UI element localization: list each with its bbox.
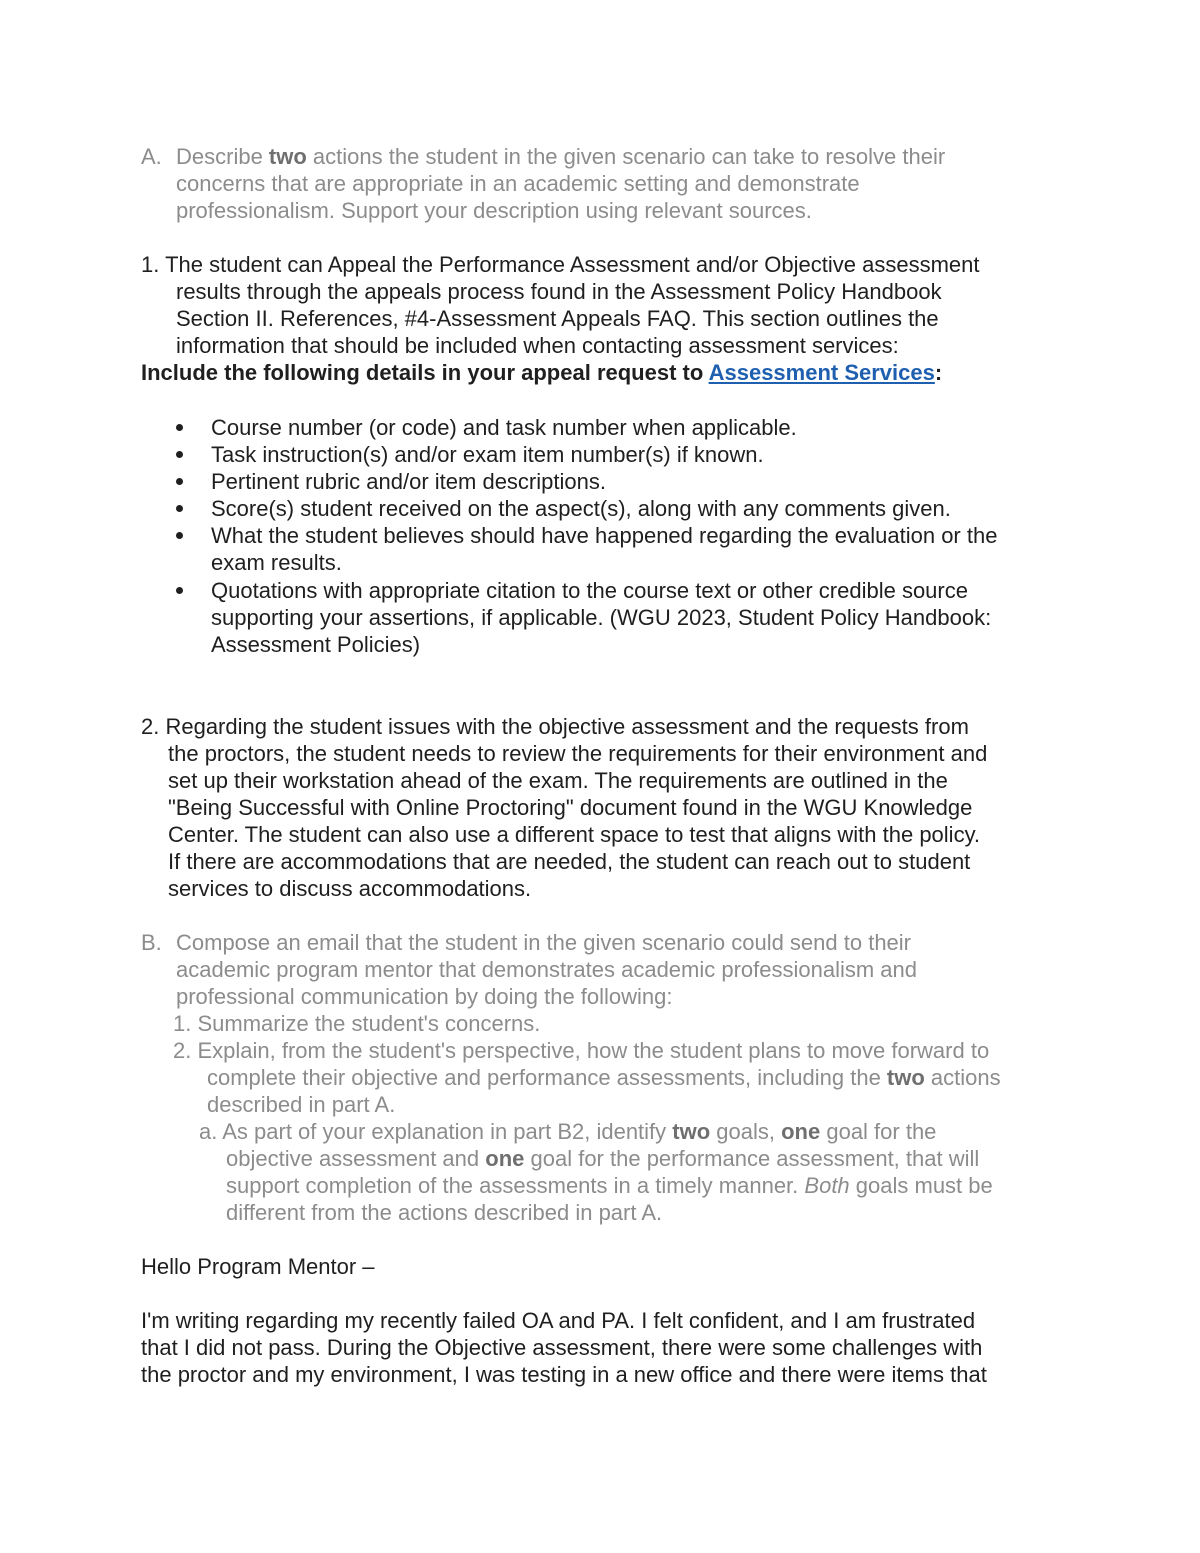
part-b-marker: B.: [141, 930, 162, 955]
answer-2-line-3: set up their workstation ahead of the exam. The requirements are outlined in the: [168, 768, 948, 793]
part-a-line-1: Describe two actions the student in the given scenario can take to resolve their: [176, 144, 946, 169]
bullet-item-6-line-3: Assessment Policies): [211, 632, 421, 657]
part-b-item-1: 1. Summarize the student's concerns.: [173, 1011, 541, 1036]
part-a-marker: A.: [141, 144, 162, 169]
bullet-item-6-line-1: Quotations with appropriate citation to the course text or other credible source: [211, 578, 968, 603]
email-body-line-3: the proctor and my environment, I was testing in a new office and there were items that: [141, 1362, 987, 1387]
answer-2-line-4: "Being Successful with Online Proctoring" document found in the WGU Knowledge: [168, 795, 973, 820]
email-body-line-1: I'm writing regarding my recently failed OA and PA. I felt confident, and I am frustrated: [141, 1308, 976, 1333]
part-a-line-2: concerns that are appropriate in an academic setting and demonstrate: [176, 171, 860, 196]
bullet-icon: [176, 478, 183, 485]
answer-2-line-2: the proctors, the student needs to review the requirements for their environment and: [168, 741, 988, 766]
bullet-item-4: Score(s) student received on the aspect(s), along with any comments given.: [211, 496, 951, 521]
bullet-icon: [176, 587, 183, 594]
answer-2-line-6: If there are accommodations that are needed, the student can reach out to student: [168, 849, 971, 874]
part-b-sub-a-line-3: support completion of the assessments in a timely manner. Both goals must be: [226, 1173, 993, 1198]
part-b-sub-a-line-1: a. As part of your explanation in part B2, identify two goals, one goal for the: [199, 1119, 937, 1144]
part-b-sub-a-line-2: objective assessment and one goal for the performance assessment, that will: [226, 1146, 980, 1171]
part-a-line-3: professionalism. Support your description using relevant sources.: [176, 198, 812, 223]
email-body-line-2: that I did not pass. During the Objective assessment, there were some challenges with: [141, 1335, 983, 1360]
bullet-icon: [176, 532, 183, 539]
appeal-details-heading: Include the following details in your appeal request to Assessment Services:: [141, 360, 943, 385]
part-b-item-2-line-2: complete their objective and performance assessments, including the two actions: [207, 1065, 1001, 1090]
assessment-services-link[interactable]: Assessment Services: [708, 360, 935, 385]
answer-1-line-1: 1. The student can Appeal the Performance Assessment and/or Objective assessment: [141, 252, 980, 277]
bullet-item-6-line-2: supporting your assertions, if applicable. (WGU 2023, Student Policy Handbook:: [211, 605, 992, 630]
answer-1-line-2: results through the appeals process found in the Assessment Policy Handbook: [176, 279, 942, 304]
part-b-item-2-line-1: 2. Explain, from the student's perspective, how the student plans to move forward to: [173, 1038, 990, 1063]
email-greeting: Hello Program Mentor –: [141, 1254, 375, 1279]
part-b-line-3: professional communication by doing the following:: [176, 984, 673, 1009]
answer-1-line-4: information that should be included when contacting assessment services:: [176, 333, 899, 358]
bullet-icon: [176, 505, 183, 512]
part-b-line-1: Compose an email that the student in the given scenario could send to their: [176, 930, 912, 955]
bullet-item-5-line-2: exam results.: [211, 550, 342, 575]
bullet-item-1: Course number (or code) and task number when applicable.: [211, 415, 797, 440]
answer-2-line-7: services to discuss accommodations.: [168, 876, 532, 901]
answer-2-line-5: Center. The student can also use a different space to test that aligns with the policy.: [168, 822, 981, 847]
part-b-line-2: academic program mentor that demonstrates academic professionalism and: [176, 957, 918, 982]
answer-2-line-1: 2. Regarding the student issues with the objective assessment and the requests from: [141, 714, 969, 739]
answer-1-line-3: Section II. References, #4-Assessment Appeals FAQ. This section outlines the: [176, 306, 939, 331]
part-b-sub-a-line-4: different from the actions described in part A.: [226, 1200, 663, 1225]
part-b-item-2-line-3: described in part A.: [207, 1092, 396, 1117]
bullet-item-5-line-1: What the student believes should have happened regarding the evaluation or the: [211, 523, 998, 548]
bullet-item-3: Pertinent rubric and/or item descriptions.: [211, 469, 606, 494]
bullet-item-2: Task instruction(s) and/or exam item number(s) if known.: [211, 442, 764, 467]
bullet-icon: [176, 424, 183, 431]
bullet-icon: [176, 451, 183, 458]
